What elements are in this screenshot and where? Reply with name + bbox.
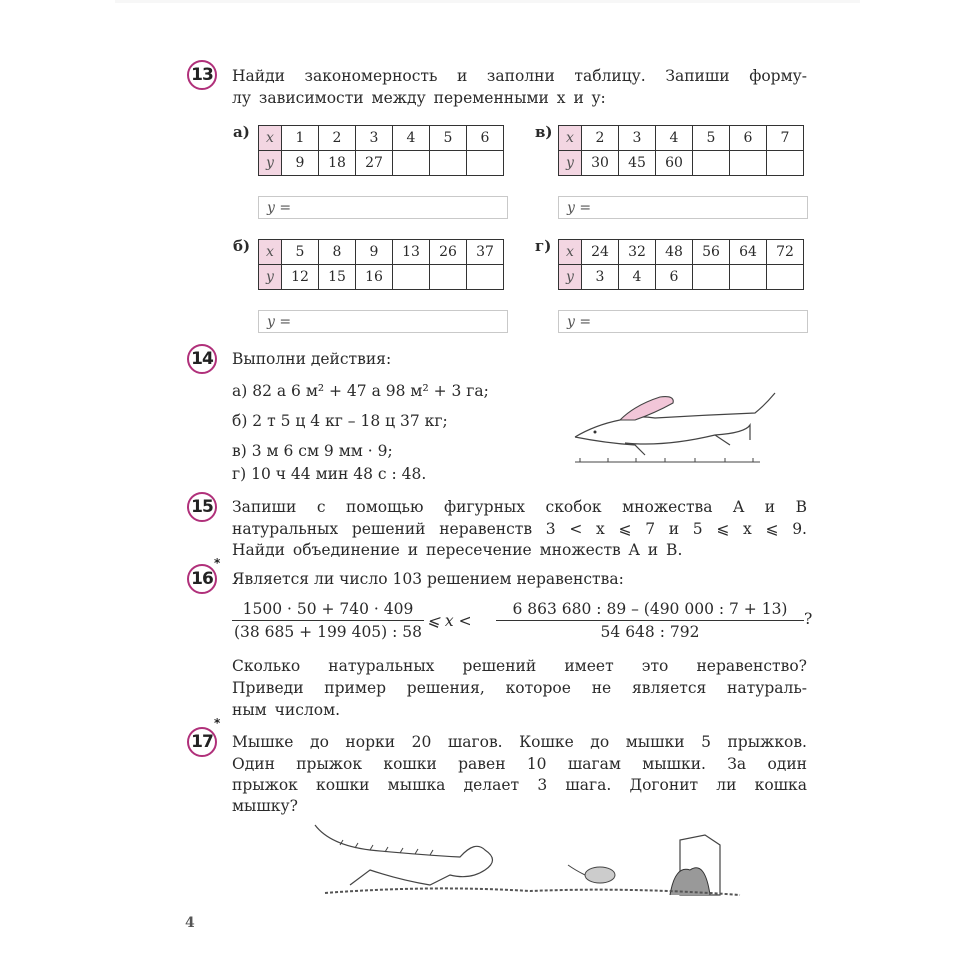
task-15-line1: Запиши с помощью фигурных скобок множества A и B [232, 498, 807, 516]
task-15-line3: Найди объединение и пересечение множеств A и B. [232, 541, 683, 559]
task-number-badge [187, 492, 217, 522]
task-number-badge [187, 344, 217, 374]
task-number: 13 [191, 65, 213, 85]
task-number: 16 [191, 569, 213, 589]
fraction-right-denominator: 54 648 : 792 [600, 623, 700, 641]
table-cell: 15 [319, 265, 356, 290]
table-cell: 13 [393, 240, 430, 265]
table-cell: 64 [730, 240, 767, 265]
task-14-item-b: б) 2 т 5 ц 4 кг – 18 ц 37 кг; [232, 412, 448, 430]
task-17-line2: Один прыжок кошки равен 10 шагам мышки. За один [232, 755, 807, 773]
task-number: 17 [191, 732, 213, 752]
table-cell: 4 [393, 126, 430, 151]
formula-answer-field[interactable]: y = [558, 310, 808, 333]
task-17-line3: прыжок кошки мышка делает 3 шага. Догонит ли кошка [232, 776, 807, 794]
table-cell: 3 [356, 126, 393, 151]
fraction-right [496, 600, 804, 641]
table-cell: 6 [730, 126, 767, 151]
table-cell[interactable] [730, 265, 767, 290]
table-label: а) [233, 123, 250, 141]
row-header-x: x [259, 240, 282, 265]
table-row-y [259, 151, 504, 176]
table-cell: 2 [319, 126, 356, 151]
table-cell[interactable] [467, 151, 504, 176]
task-number-badge [187, 727, 217, 757]
table-cell: 1 [282, 126, 319, 151]
fraction-left-denominator: (38 685 + 199 405) : 58 [233, 623, 423, 641]
table-cell[interactable] [730, 151, 767, 176]
formula-answer-field[interactable]: y = [258, 310, 508, 333]
table-cell: 5 [282, 240, 319, 265]
xy-table [258, 125, 504, 176]
table-label: в) [535, 123, 553, 141]
table-label: г) [535, 237, 552, 255]
row-header-y: y [259, 151, 282, 176]
task-14-item-g: г) 10 ч 44 мин 48 с : 48. [232, 465, 427, 483]
table-cell: 26 [430, 240, 467, 265]
table-cell: 8 [319, 240, 356, 265]
table-label: б) [233, 237, 251, 255]
table-cell: 5 [693, 126, 730, 151]
table-row-y [559, 151, 804, 176]
table-row-y [259, 265, 504, 290]
task-17-line4: мышку? [232, 797, 298, 815]
row-header-y: y [259, 265, 282, 290]
table-cell: 24 [582, 240, 619, 265]
table-cell[interactable] [767, 151, 804, 176]
table-cell: 60 [656, 151, 693, 176]
page-top-edge [115, 0, 860, 3]
task-13-line1: Найди закономерность и заполни таблицу. Запиши форму- [232, 67, 807, 85]
table-cell[interactable] [393, 265, 430, 290]
table-cell: 2 [582, 126, 619, 151]
difficulty-star: * [214, 556, 221, 570]
table-cell[interactable] [693, 151, 730, 176]
table-cell: 6 [656, 265, 693, 290]
table-cell: 4 [656, 126, 693, 151]
table-cell[interactable] [767, 265, 804, 290]
table-cell: 9 [356, 240, 393, 265]
table-row-x [559, 126, 804, 151]
table-cell[interactable] [430, 151, 467, 176]
formula-answer-field[interactable]: y = [258, 196, 508, 219]
task-14-title: Выполни действия: [232, 350, 392, 368]
task-15-line2: натуральных решений неравенств 3 < x ⩽ 7 и 5 ⩽ x ⩽ 9. [232, 520, 807, 538]
inequality-middle: ⩽ x < [427, 612, 472, 630]
row-header-y: y [559, 265, 582, 290]
fraction-left-numerator: 1500 · 50 + 740 · 409 [232, 600, 424, 621]
task-number-badge [187, 564, 217, 594]
table-cell: 27 [356, 151, 393, 176]
table-cell: 12 [282, 265, 319, 290]
task-16-line2: Сколько натуральных решений имеет это неравенство? [232, 657, 807, 675]
task-14-item-v: в) 3 м 6 см 9 мм · 9; [232, 442, 393, 460]
table-cell: 48 [656, 240, 693, 265]
table-cell: 3 [619, 126, 656, 151]
table-cell[interactable] [467, 265, 504, 290]
table-cell: 18 [319, 151, 356, 176]
task-number: 14 [191, 349, 213, 369]
table-cell: 37 [467, 240, 504, 265]
table-cell: 72 [767, 240, 804, 265]
task-14-item-a: а) 82 а 6 м² + 47 а 98 м² + 3 га; [232, 382, 489, 400]
task-16-line4: ным числом. [232, 701, 341, 719]
table-cell[interactable] [430, 265, 467, 290]
table-cell: 3 [582, 265, 619, 290]
difficulty-star: * [214, 716, 221, 730]
question-mark: ? [804, 610, 813, 628]
row-header-x: x [559, 126, 582, 151]
fraction-right-numerator: 6 863 680 : 89 – (490 000 : 7 + 13) [496, 600, 804, 621]
table-cell: 4 [619, 265, 656, 290]
table-cell[interactable] [393, 151, 430, 176]
table-cell: 32 [619, 240, 656, 265]
xy-table [558, 125, 804, 176]
table-row-x [259, 240, 504, 265]
formula-answer-field[interactable]: y = [558, 196, 808, 219]
table-cell: 16 [356, 265, 393, 290]
cat-mouse-illustration [310, 815, 750, 905]
table-row-y [559, 265, 804, 290]
table-cell: 5 [430, 126, 467, 151]
page-number: 4 [185, 915, 195, 931]
row-header-y: y [559, 151, 582, 176]
table-cell: 9 [282, 151, 319, 176]
table-cell: 7 [767, 126, 804, 151]
task-16-line1: Является ли число 103 решением неравенства: [232, 570, 624, 588]
task-13-line2: лу зависимости между переменными x и y: [232, 89, 606, 107]
fraction-left [232, 600, 424, 641]
table-cell: 56 [693, 240, 730, 265]
task-17-line1: Мышке до норки 20 шагов. Кошке до мышки 5 прыжков. [232, 733, 807, 751]
table-cell: 30 [582, 151, 619, 176]
table-cell: 45 [619, 151, 656, 176]
table-cell: 6 [467, 126, 504, 151]
table-cell[interactable] [693, 265, 730, 290]
row-header-x: x [259, 126, 282, 151]
table-row-x [559, 240, 804, 265]
xy-table [558, 239, 804, 290]
table-row-x [259, 126, 504, 151]
dachshund-illustration [565, 385, 785, 470]
task-number: 15 [191, 497, 213, 517]
row-header-x: x [559, 240, 582, 265]
xy-table [258, 239, 504, 290]
task-number-badge [187, 60, 217, 90]
task-16-line3: Приведи пример решения, которое не является натураль- [232, 679, 807, 697]
